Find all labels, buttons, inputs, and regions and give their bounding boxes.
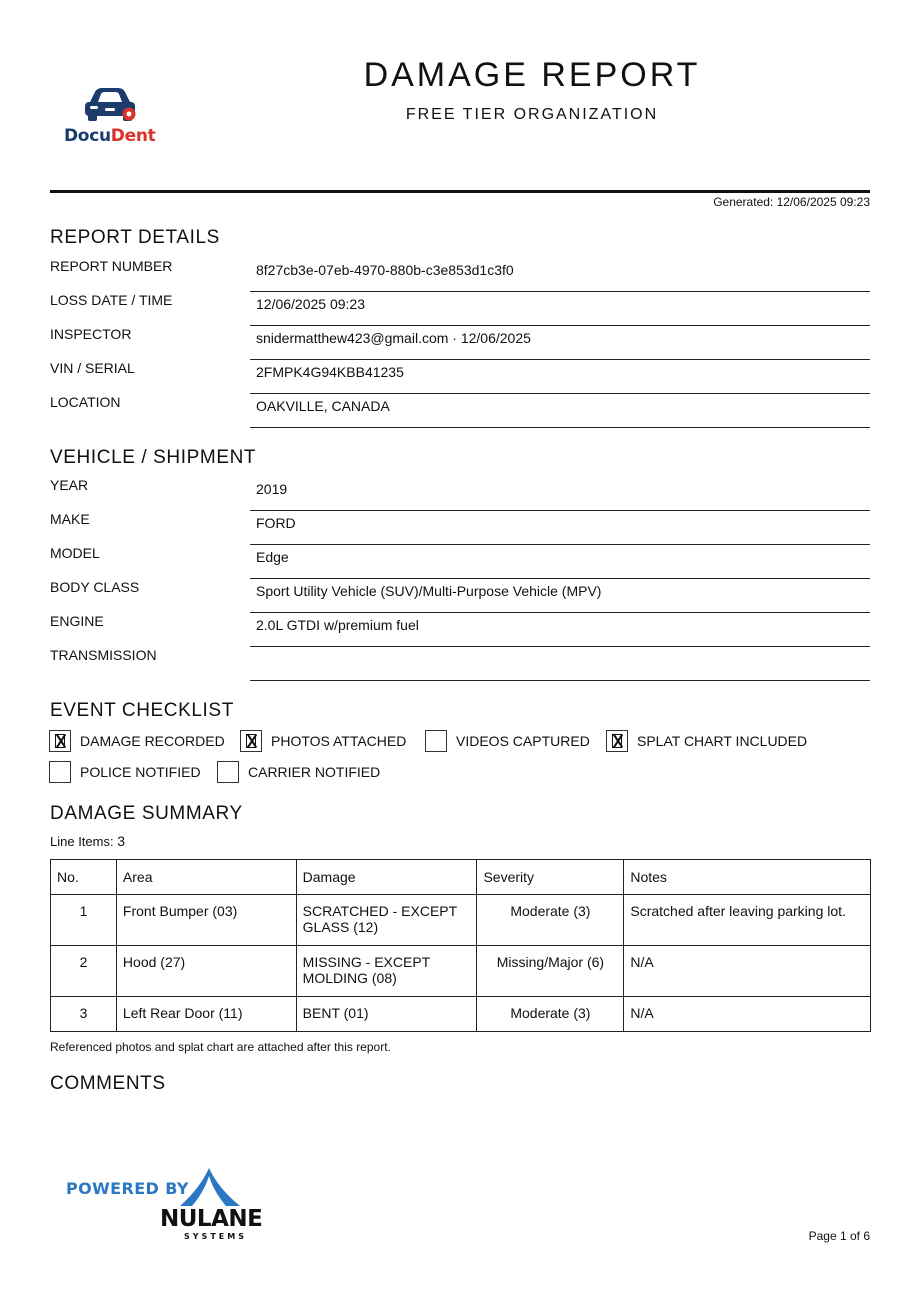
checkbox-box[interactable] — [49, 761, 71, 783]
field-label: MAKE — [50, 511, 90, 527]
cell-no: 3 — [51, 997, 117, 1032]
field-label: ENGINE — [50, 613, 104, 629]
cell-severity: Moderate (3) — [477, 895, 624, 946]
cell-area: Hood (27) — [116, 946, 296, 997]
nulane-systems-label: SYSTEMS — [184, 1232, 247, 1241]
field-make — [50, 511, 870, 545]
field-label: MODEL — [50, 545, 100, 561]
field-value: snidermatthew423@gmail.com · 12/06/2025 — [250, 326, 870, 360]
checkbox-label: DAMAGE RECORDED — [80, 733, 225, 749]
check-mark-icon — [612, 734, 622, 748]
checkbox-box[interactable] — [425, 730, 447, 752]
powered-by-logo — [66, 1166, 276, 1246]
field-value: 8f27cb3e-07eb-4970-880b-c3e853d1c3f0 — [250, 258, 870, 292]
check-mark-icon — [246, 734, 256, 748]
cell-notes: N/A — [624, 997, 871, 1032]
checkbox-box[interactable] — [217, 761, 239, 783]
nulane-wordmark: NULANE — [160, 1206, 263, 1232]
table-row — [51, 997, 871, 1032]
field-value — [250, 647, 870, 681]
field-inspector — [50, 326, 870, 360]
field-model — [50, 545, 870, 579]
header-divider — [50, 190, 870, 193]
section-heading-comments: COMMENTS — [50, 1073, 166, 1094]
column-header: Damage — [296, 860, 477, 895]
checkbox-label: VIDEOS CAPTURED — [456, 733, 590, 749]
field-body-class — [50, 579, 870, 613]
cell-severity: Missing/Major (6) — [477, 946, 624, 997]
cell-no: 1 — [51, 895, 117, 946]
checkbox-label: CARRIER NOTIFIED — [248, 764, 381, 780]
check-mark-icon — [55, 734, 65, 748]
line-items-label: Line Items: — [50, 834, 114, 849]
checkbox-box[interactable] — [240, 730, 262, 752]
checkbox-box[interactable] — [606, 730, 628, 752]
field-label: BODY CLASS — [50, 579, 140, 595]
field-value: Edge — [250, 545, 870, 579]
field-vin — [50, 360, 870, 394]
cell-damage: SCRATCHED - EXCEPT GLASS (12) — [296, 895, 477, 946]
column-header: Severity — [477, 860, 624, 895]
cell-area: Front Bumper (03) — [116, 895, 296, 946]
field-label: YEAR — [50, 477, 89, 493]
checkbox-police-notified[interactable] — [49, 761, 201, 783]
report-subtitle: FREE TIER ORGANIZATION — [405, 106, 659, 123]
docudent-logo — [60, 84, 164, 148]
field-value: OAKVILLE, CANADA — [250, 394, 870, 428]
car-icon — [81, 84, 139, 124]
section-heading-checklist: EVENT CHECKLIST — [50, 700, 234, 721]
cell-no: 2 — [51, 946, 117, 997]
section-heading-damage-summary: DAMAGE SUMMARY — [50, 803, 243, 824]
tent-icon — [178, 1166, 244, 1208]
checkbox-label: POLICE NOTIFIED — [80, 764, 201, 780]
powered-by-label: POWERED BY — [66, 1179, 189, 1198]
field-label: REPORT NUMBER — [50, 258, 173, 274]
field-value: FORD — [250, 511, 870, 545]
checkbox-photos-attached[interactable] — [240, 730, 406, 752]
field-transmission — [50, 647, 870, 681]
field-engine — [50, 613, 870, 647]
report-title: DAMAGE REPORT — [363, 56, 701, 94]
column-header: Notes — [624, 860, 871, 895]
field-value: Sport Utility Vehicle (SUV)/Multi-Purpose Vehicle (MPV) — [250, 579, 870, 613]
field-label: LOSS DATE / TIME — [50, 292, 173, 308]
cell-severity: Moderate (3) — [477, 997, 624, 1032]
section-heading-vehicle: VEHICLE / SHIPMENT — [50, 447, 257, 468]
page-number: Page 1 of 6 — [808, 1229, 870, 1243]
table-row — [51, 895, 871, 946]
damage-table — [50, 859, 871, 1032]
line-items-value: 3 — [117, 833, 126, 849]
field-loss-date — [50, 292, 870, 326]
column-header: No. — [51, 860, 117, 895]
field-value: 2FMPK4G94KBB41235 — [250, 360, 870, 394]
cell-damage: BENT (01) — [296, 997, 477, 1032]
field-year — [50, 477, 870, 511]
field-report-number — [50, 258, 870, 292]
field-location — [50, 394, 870, 428]
field-value: 2019 — [250, 477, 870, 511]
checkbox-carrier-notified[interactable] — [217, 761, 380, 783]
column-header: Area — [116, 860, 296, 895]
checkbox-splat-chart[interactable] — [606, 730, 807, 752]
line-items-count — [50, 833, 125, 849]
field-label: LOCATION — [50, 394, 121, 410]
logo-wordmark: DocuDent — [64, 126, 156, 146]
generated-timestamp: Generated: 12/06/2025 09:23 — [713, 195, 870, 209]
cell-notes: N/A — [624, 946, 871, 997]
checkbox-label: SPLAT CHART INCLUDED — [637, 733, 808, 749]
table-header-row — [51, 860, 871, 895]
section-heading-report-details: REPORT DETAILS — [50, 227, 220, 248]
field-label: INSPECTOR — [50, 326, 132, 342]
checkbox-box[interactable] — [49, 730, 71, 752]
field-label: VIN / SERIAL — [50, 360, 135, 376]
checkbox-videos-captured[interactable] — [425, 730, 590, 752]
cell-area: Left Rear Door (11) — [116, 997, 296, 1032]
attachments-note: Referenced photos and splat chart are attached after this report. — [50, 1040, 391, 1054]
field-value: 2.0L GTDI w/premium fuel — [250, 613, 870, 647]
checkbox-label: PHOTOS ATTACHED — [271, 733, 407, 749]
table-row — [51, 946, 871, 997]
cell-damage: MISSING - EXCEPT MOLDING (08) — [296, 946, 477, 997]
field-label: TRANSMISSION — [50, 647, 157, 663]
cell-notes: Scratched after leaving parking lot. — [624, 895, 871, 946]
field-value: 12/06/2025 09:23 — [250, 292, 870, 326]
checkbox-damage-recorded[interactable] — [49, 730, 225, 752]
